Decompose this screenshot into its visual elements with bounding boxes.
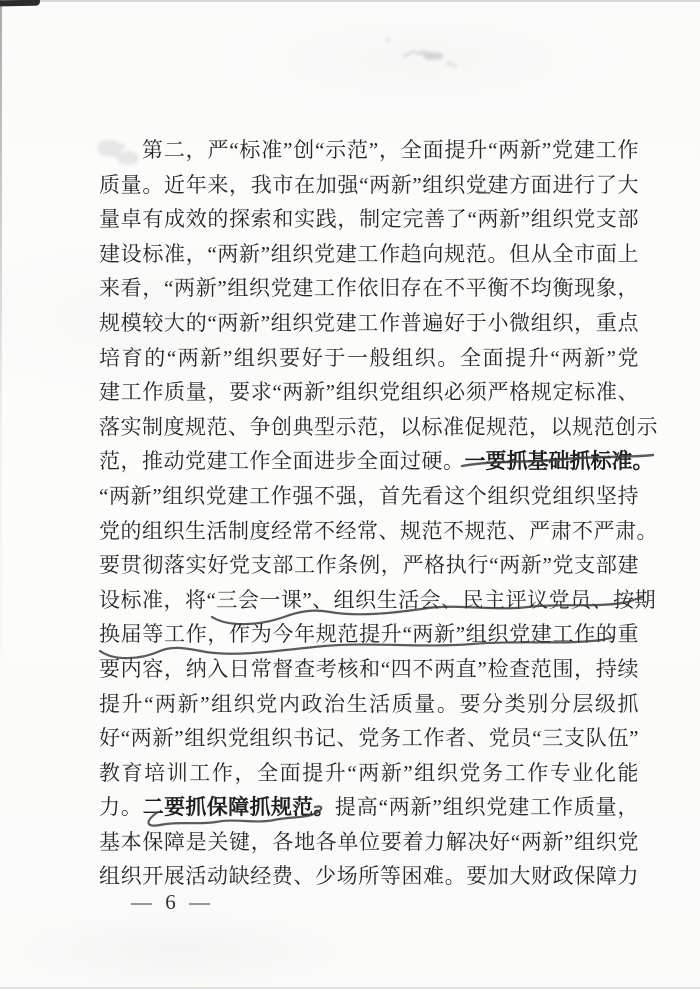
text-line bbox=[99, 514, 658, 549]
text-line bbox=[99, 237, 639, 272]
text-segment: 落实制度规范、争创典型示范，以标准促规范，以规范创示 bbox=[99, 414, 658, 439]
text-line bbox=[99, 825, 639, 860]
text-segment: 质量。近年来，我市在加强“两新”组织党建方面进行了大 bbox=[99, 172, 639, 197]
scan-edge-left bbox=[0, 0, 2, 700]
text-segment: 培育的“两新”组织要好于一般组织。全面提升“两新”党 bbox=[99, 345, 639, 370]
text-segment: 第二，严“标准”创“示范”，全面提升“两新”党建工作 bbox=[142, 138, 639, 162]
pen-scribble-top-margin-icon bbox=[387, 39, 456, 66]
text-segment: 来看，“两新”组织党建工作依旧存在不平衡不均衡现象， bbox=[99, 276, 639, 301]
text-line bbox=[99, 306, 639, 341]
text-line bbox=[99, 341, 639, 376]
text-line bbox=[99, 168, 639, 203]
text-line bbox=[99, 410, 658, 445]
text-segment: 要贯彻落实好党支部工作条例，严格执行“两新”党支部建 bbox=[99, 553, 639, 578]
bold-heading-segment: 一要抓基础抓标准。 bbox=[464, 450, 654, 474]
text-line bbox=[99, 756, 639, 791]
text-line bbox=[99, 687, 639, 722]
text-segment: 设标准，将“三会一课”、组织生活会、民主评议党员、按期 bbox=[99, 587, 657, 612]
text-segment: 提升“两新”组织党内政治生活质量。要分类别分层级抓 bbox=[99, 691, 639, 716]
document-body bbox=[99, 133, 658, 894]
scan-corner-artifact bbox=[0, 0, 40, 6]
text-line bbox=[99, 583, 657, 618]
text-segment: 基本保障是关键，各地各单位要着力解决好“两新”组织党 bbox=[99, 829, 639, 854]
text-line bbox=[99, 548, 639, 583]
text-segment: 换届等工作，作为今年规范提升“两新”组织党建工作的重 bbox=[99, 622, 639, 647]
page-number: — 6 — bbox=[131, 890, 214, 914]
text-line bbox=[99, 859, 639, 894]
text-line bbox=[99, 790, 639, 825]
text-segment: 建设标准，“两新”组织党建工作趋向规范。但从全市面上 bbox=[99, 241, 639, 266]
text-segment: 力。 bbox=[99, 795, 143, 820]
text-line bbox=[99, 271, 639, 306]
text-segment: 党的组织生活制度经常不经常、规范不规范、严肃不严肃。 bbox=[99, 518, 658, 543]
text-line bbox=[99, 617, 639, 652]
text-segment: 提高“两新”组织党建工作质量， bbox=[334, 795, 640, 820]
text-segment: “两新”组织党建工作强不强，首先看这个组织党组织坚持 bbox=[99, 483, 639, 508]
text-line bbox=[99, 652, 639, 687]
text-segment: 建工作质量，要求“两新”组织党组织必须严格规定标准、 bbox=[99, 380, 639, 405]
text-line bbox=[99, 721, 639, 756]
bold-heading-segment: 二要抓保障抓规范。 bbox=[142, 796, 335, 820]
text-segment: 好“两新”组织党组织书记、党务工作者、党员“三支队伍” bbox=[99, 726, 639, 751]
text-segment: 规模较大的“两新”组织党建工作普遍好于小微组织，重点 bbox=[99, 310, 639, 335]
text-segment: 量卓有成效的探索和实践，制定完善了“两新”组织党支部 bbox=[99, 207, 639, 232]
text-segment: 组织开展活动缺经费、少场所等困难。要加大财政保障力 bbox=[99, 864, 639, 889]
text-line bbox=[99, 444, 654, 479]
text-segment: 要内容，纳入日常督查考核和“四不两直”检查范围，持续 bbox=[99, 656, 639, 681]
text-line bbox=[99, 133, 639, 168]
text-segment: 教育培训工作，全面提升“两新”组织党务工作专业化能 bbox=[99, 760, 639, 785]
text-line bbox=[99, 375, 639, 410]
text-line bbox=[99, 479, 639, 514]
scan-edge-top bbox=[0, 0, 700, 2]
text-segment: 范，推动党建工作全面进步全面过硬。 bbox=[99, 449, 465, 474]
text-line bbox=[99, 202, 639, 237]
